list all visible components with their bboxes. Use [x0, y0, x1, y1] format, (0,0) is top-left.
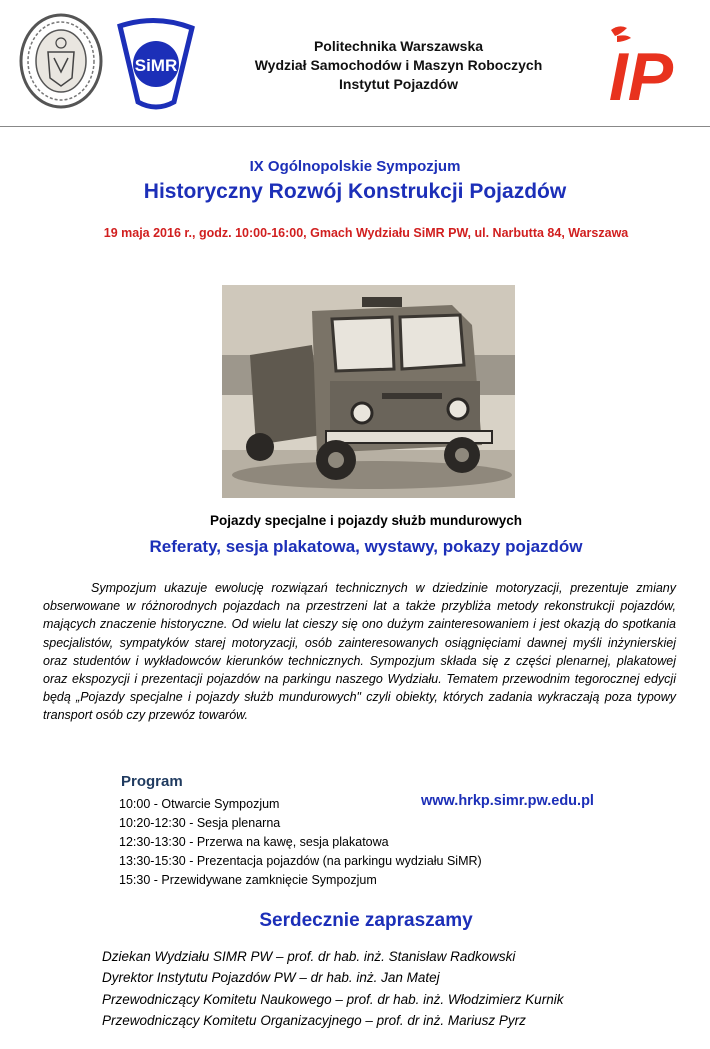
symposium-edition: IX Ogólnopolskie Sympozjum	[249, 158, 461, 175]
faculty-name: Wydział Samochodów i Maszyn Roboczych	[254, 57, 543, 73]
university-name: Politechnika Warszawska	[313, 38, 484, 54]
program-list	[119, 795, 482, 890]
ip-logo-text: IP	[608, 39, 674, 106]
program-item: 10:00 - Otwarcie Sympozjum	[119, 797, 280, 811]
topic-subtitle: Referaty, sesja plakatowa, wystawy, pokazy pojazdów	[149, 537, 583, 556]
header-divider	[0, 126, 710, 127]
institute-name: Instytut Pojazdów	[339, 76, 458, 92]
simr-logo-text: SiMR	[134, 56, 178, 75]
program-item: 12:30-13:30 - Przerwa na kawę, sesja plakatowa	[119, 835, 389, 849]
event-title: Historyczny Rozwój Konstrukcji Pojazdów	[143, 180, 567, 203]
program-heading: Program	[121, 773, 183, 790]
signer-scientific-chair: Przewodniczący Komitetu Naukowego – prof. dr hab. inż. Włodzimierz Kurnik	[102, 991, 564, 1007]
invitation-heading: Serdecznie zapraszamy	[259, 910, 473, 931]
signers-list	[102, 946, 563, 1031]
topic-caption: Pojazdy specjalne i pojazdy służb mundurowych	[209, 513, 523, 528]
signer-organizing-chair: Przewodniczący Komitetu Organizacyjnego – prof. dr inż. Mariusz Pyrz	[102, 1012, 526, 1028]
description-paragraph: Sympozjum ukazuje ewolucję rozwiązań technicznych w dziedzinie motoryzacji, prezentuje zmiany obserwowane w różnorodnych pojazdach na przestrzeni lat a także przybliża metody rekonstrukcji pojazdów, mających znaczenie historyczne. Od wielu lat cieszy się ono dużym zainteresowaniem i jest okazją do spotkania specjalistów, sympatyków starej motoryzacji, osób zainteresowanych osiągnięciami dawnej myśli inżynierskiej oraz studentów i wykładowców kierunków technicznych. Sympozjum składa się z części plenarnej, plakatowej oraz ekspozycji i prezentacji pojazdów na parkingu naszego Wydziału. Tematem przewodnim tegorocznej edycji będą „Pojazdy specjalne i pojazdy służb mundurowych" czyli obiekty, których zadania wykraczają poza typowy transport osób czy przewóz towarów.	[43, 581, 676, 723]
signer-director: Dyrektor Instytutu Pojazdów PW – dr hab. inż. Jan Matej	[102, 970, 440, 986]
website-link[interactable]: www.hrkp.simr.pw.edu.pl	[421, 793, 594, 809]
politechnika-warszawska-logo	[18, 12, 104, 110]
simr-logo	[112, 16, 200, 112]
program-item: 10:20-12:30 - Sesja plenarna	[119, 816, 281, 830]
instytut-pojazdow-logo	[597, 24, 685, 106]
fire-truck-photo	[222, 285, 515, 498]
program-item: 13:30-15:30 - Prezentacja pojazdów (na parkingu wydziału SiMR)	[119, 854, 482, 868]
institution-header	[200, 37, 597, 94]
event-date-place: 19 maja 2016 r., godz. 10:00-16:00, Gmach Wydziału SiMR PW, ul. Narbutta 84, Warszawa	[103, 226, 629, 240]
program-item: 15:30 - Przewidywane zamknięcie Sympozjum	[119, 873, 377, 887]
signer-dean: Dziekan Wydziału SIMR PW – prof. dr hab. inż. Stanisław Radkowski	[102, 949, 516, 964]
